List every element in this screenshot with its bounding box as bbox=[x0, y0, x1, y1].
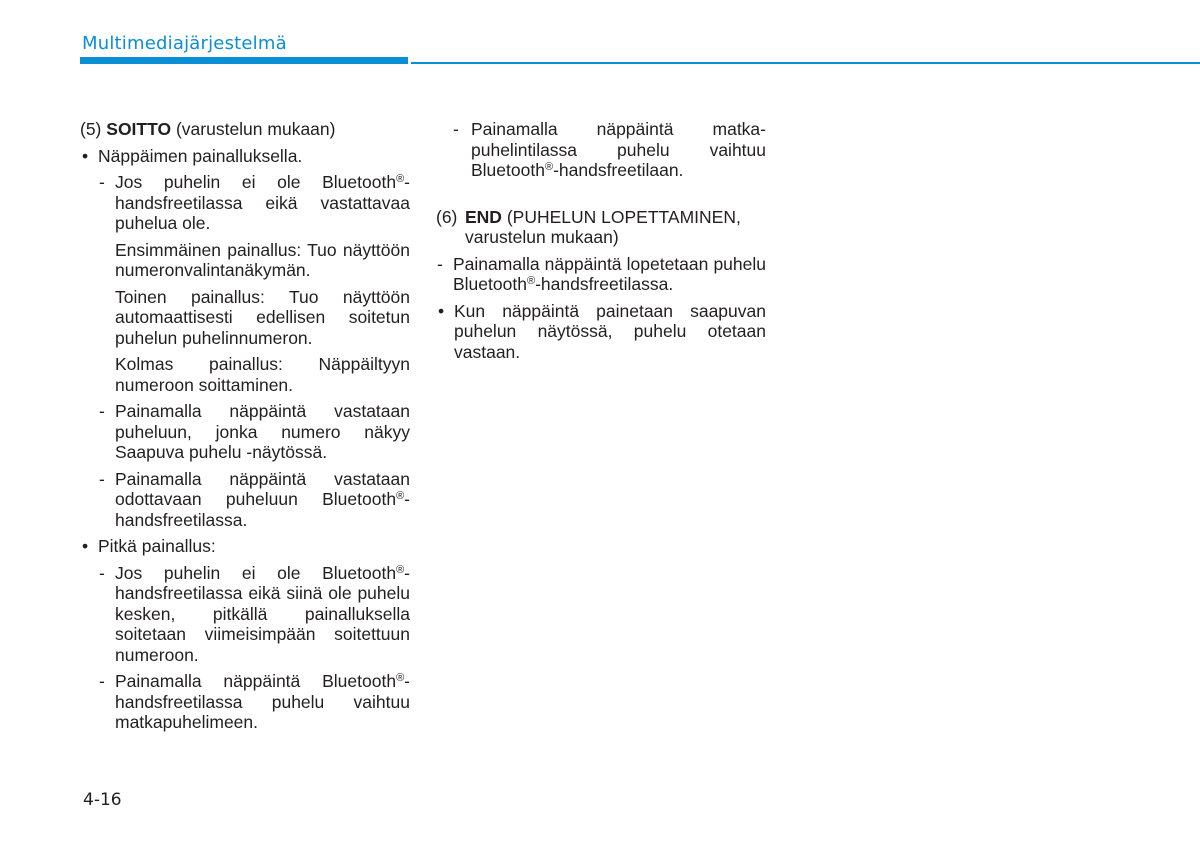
dash-item-switch-to-handsfree-b: -handsfreetilaan. bbox=[553, 160, 684, 180]
sub-third-press: Kolmas painallus: Näppäiltyyn numeroon soittaminen. bbox=[115, 354, 410, 395]
bullet-short-press: • Näppäimen painalluksella. bbox=[80, 146, 410, 167]
item-5-rest: (varustelun mukaan) bbox=[171, 119, 336, 139]
dash-item-redial bbox=[80, 563, 410, 666]
sub-second-press: Toinen painallus: Tuo näyttöön automaattisesti edellisen soitetun puhelun puhelinnumeron. bbox=[115, 286, 410, 348]
registered-mark: ® bbox=[544, 161, 554, 173]
item-6-heading bbox=[436, 207, 766, 248]
dash-item-answer-call: - Painamalla näppäintä vastataan puheluun, jonka numero näkyy Saapuva puhelu -näytössä. bbox=[80, 401, 410, 463]
dash-item-switch-to-phone bbox=[80, 671, 410, 733]
item-5-bold: SOITTO bbox=[106, 119, 172, 139]
dash-item-answer-waiting bbox=[80, 469, 410, 531]
item-6-rest: (PUHELUN LOPETTAMINEN, varustelun mukaan) bbox=[465, 206, 741, 247]
registered-mark: ® bbox=[396, 173, 405, 185]
dash-item-switch-to-phone-b: -handsfreetilassa puhelu vaihtuu matkapuhelimeen. bbox=[115, 671, 410, 732]
item-5-label: (5) bbox=[80, 119, 102, 139]
section-title: Multimediajärjestelmä bbox=[82, 33, 287, 54]
dash-item-end-call-b: -handsfreetilassa. bbox=[535, 274, 674, 294]
item-6-bold: END bbox=[465, 206, 502, 227]
left-column bbox=[80, 119, 410, 739]
registered-mark: ® bbox=[396, 563, 405, 576]
bullet-long-press: • Pitkä painallus: bbox=[80, 536, 410, 557]
dash-item-answer-waiting-a: Painamalla näppäintä vastataan odottavaan puheluun Bluetooth bbox=[115, 468, 410, 509]
bullet-incoming-answer: • Kun näppäintä painetaan saapuvan puhelun näytössä, puhelu otetaan vastaan. bbox=[436, 301, 766, 363]
right-column bbox=[436, 119, 766, 368]
dash-item-redial-b: -handsfreetilassa eikä siinä ole puhelu kesken, pitkällä painalluksella soitetaan viimeisimpään soitettuun numeroon. bbox=[115, 562, 410, 665]
dash-item-answer-waiting-b: -handsfreetilassa. bbox=[115, 489, 410, 530]
dash-item-end-call-a: Painamalla näppäintä lopetetaan puhelu Bluetooth bbox=[453, 253, 766, 294]
item-5-heading bbox=[80, 119, 410, 140]
page-number: 4-16 bbox=[83, 790, 122, 810]
registered-mark: ® bbox=[526, 275, 536, 287]
item-6-label: (6) bbox=[436, 206, 458, 227]
sub-first-press: Ensimmäinen painallus: Tuo näyttöön numeronvalintanäkymän. bbox=[115, 239, 410, 280]
dash-item-redial-a: Jos puhelin ei ole Bluetooth bbox=[115, 562, 397, 583]
header-rule-thick bbox=[80, 57, 408, 64]
dash-item-switch-to-handsfree-a: Painamalla näppäintä matkapuhelintilassa puhelu vaihtuu Bluetooth bbox=[471, 119, 766, 180]
registered-mark: ® bbox=[396, 490, 405, 502]
dash-item-switch-to-handsfree bbox=[436, 119, 766, 181]
dash-item-end-call bbox=[436, 254, 766, 295]
dash-item-no-handsfree-b: -handsfreetilassa eikä vastattavaa puhelua ole. bbox=[115, 172, 410, 233]
dash-item-no-handsfree bbox=[80, 172, 410, 234]
dash-item-no-handsfree-a: Jos puhelin ei ole Bluetooth bbox=[115, 172, 397, 192]
dash-item-switch-to-phone-a: Painamalla näppäintä Bluetooth bbox=[115, 671, 397, 691]
registered-mark: ® bbox=[396, 672, 405, 684]
header-rule-thin bbox=[411, 62, 1200, 64]
